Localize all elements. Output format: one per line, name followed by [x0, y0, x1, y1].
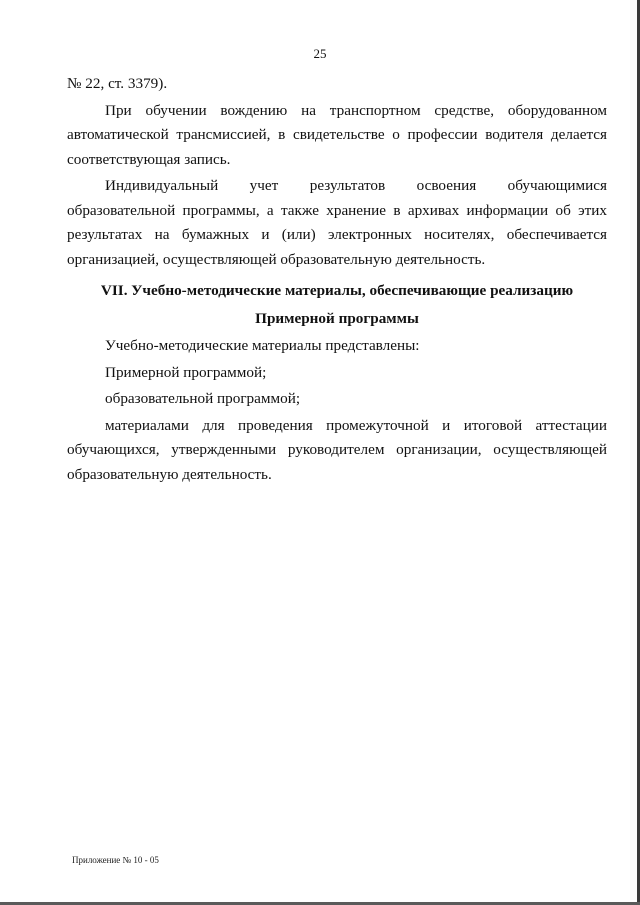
section-intro: Учебно-методические материалы представлены:	[105, 337, 420, 354]
section-subheading: Примерной программы	[255, 310, 419, 327]
page-number: 25	[313, 46, 327, 61]
paragraph-automatic-transmission: При обучении вождению на транспортном средстве, оборудованном автоматической трансмиссией, в свидетельстве о профессии водителя делается соответствующая запись.	[67, 101, 607, 168]
paragraph-individual-accounting: Индивидуальный учет результатов освоения обучающимися образовательной программы, а также хранение в архивах информации об этих результатах на бумажных и (или) электронных носителях, обеспечивается организацией, осуществляющей образовательную деятельность.	[67, 177, 607, 268]
document-body	[67, 72, 607, 487]
list-item: Примерной программой;	[105, 363, 267, 381]
list-item: образовательной программой;	[105, 390, 301, 407]
section-heading: VII. Учебно-методические материалы, обеспечивающие реализацию	[100, 282, 574, 299]
list-item: материалами для проведения промежуточной и итоговой аттестации обучающихся, утвержденными руководителем организации, осуществляющей образовательную деятельность.	[67, 416, 607, 483]
paragraph-continuation: № 22, ст. 3379).	[67, 75, 168, 92]
footer-annex-label: Приложение № 10 - 05	[72, 855, 159, 865]
